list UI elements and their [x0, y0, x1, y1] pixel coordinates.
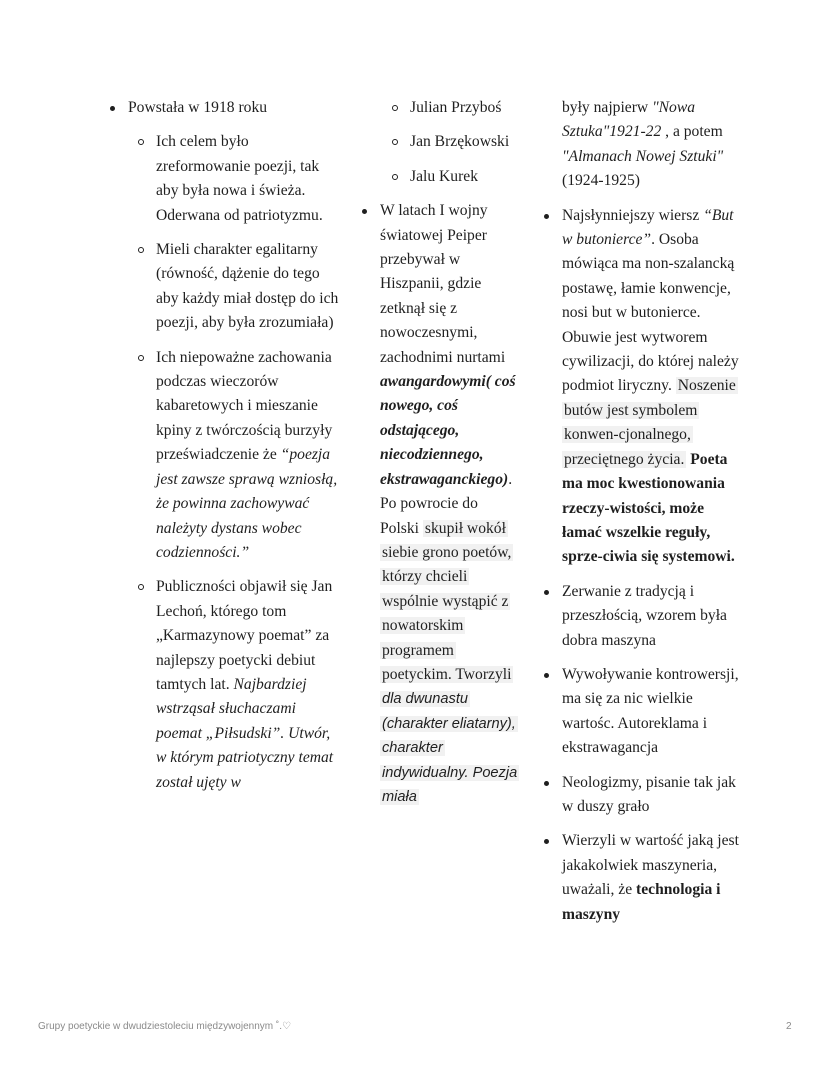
bullet-text: Zerwanie z tradycją i przeszłością, wzorem była dobra maszyna	[562, 582, 727, 649]
column-right	[542, 96, 742, 937]
sub-list-item	[136, 238, 340, 336]
page-number: 2	[786, 1021, 792, 1032]
sub-item-text: Ich celem było zreformowanie poezji, tak aby była nowa i świeża. Oderwana od patriotyzmu.	[156, 133, 323, 224]
column-middle	[360, 96, 520, 819]
sub-list-item	[390, 130, 520, 154]
sub-list-item	[390, 165, 520, 189]
bullet-text: Wywoływanie kontrowersji, ma się za nic wielkie wartośc. Autoreklama i ekstrawagancja	[562, 665, 739, 757]
list-item	[542, 204, 742, 570]
bullet-text: . Po powrocie do Polski	[380, 470, 513, 537]
italic-title: "Nowa Sztuka"1921-22	[562, 99, 696, 141]
bullet-text: Powstała w 1918 roku	[128, 99, 268, 116]
sub-list-item	[136, 575, 340, 795]
italic-text: Najbardziej wstrząsał słuchaczami poemat „Piłsudski”. Utwór, w którym patriotyczny temat został ujęty w	[156, 675, 334, 791]
poet-name: Jan Brzękowski	[410, 133, 510, 151]
poet-name: Julian Przyboś	[410, 99, 502, 116]
bullet-text: Najsłynniejszy wiersz	[562, 206, 704, 224]
sub-list-item	[136, 346, 340, 566]
list-item	[360, 199, 520, 809]
bullet-list	[542, 204, 742, 927]
bullet-list	[360, 199, 520, 809]
list-item	[542, 580, 742, 653]
column-left	[108, 96, 340, 805]
bullet-text: . Osoba mówiąca ma non-szalancką postawę, łamie konwencje, nosi but w butonierce. Obuwie jest wytworem cywilizacji, do której należy podmiot liryczny.	[562, 231, 739, 395]
bullet-text: W latach I wojny światowej Peiper przebywał w Hiszpanii, gdzie zetknął się z nowoczesnymi, zachodnimi nurtami	[380, 202, 506, 366]
list-item	[542, 829, 742, 927]
bullet-text: Wierzyli w wartość jaką jest jakakolwiek maszyneria, uważali, że	[562, 832, 739, 899]
sub-item-text: Publiczności objawił się Jan Lechoń, którego tom „Karmazynowy poemat” za najlepszy poetycki debiut tamtych lat.	[156, 578, 333, 693]
sub-list-item	[390, 96, 520, 120]
italic-quote: “poezja jest zawsze sprawą wzniosłą, że powinna zachowywać należyty dystans wobec codzienności.”	[156, 446, 338, 561]
sub-item-text: Mieli charakter egalitarny (równość, dążenie do tego aby każdy miał dostęp do ich poezji, aby była zrozumiała)	[156, 241, 339, 332]
poet-name: Jalu Kurek	[410, 167, 478, 185]
bold-text: technologia i maszyny	[562, 881, 721, 923]
sub-list	[390, 96, 520, 189]
bold-text: Poeta ma moc kwestionowania rzeczy-wistości, może łamać wszelkie reguły, sprze-ciwia się systemowi.	[562, 450, 735, 566]
paragraph-text: , a potem	[665, 123, 723, 141]
sub-list-item	[136, 130, 340, 228]
paragraph-text: (1924-1925)	[562, 172, 640, 190]
sub-item-text: Ich niepoważne zachowania podczas wieczorów kabaretowych i mieszanie kpiny z twórczością burzyły przeświadczenie że	[156, 348, 333, 464]
sub-list	[136, 130, 340, 795]
bullet-text: Neologizmy, pisanie tak jak w duszy grało	[562, 773, 736, 815]
list-item	[542, 663, 742, 761]
paragraph-text: były najpierw	[562, 99, 653, 116]
highlighted-text: skupił wokół siebie grono poetów, którzy chcieli wspólnie wystąpić z nowatorskim programem poetyckim. Tworzyli	[382, 519, 512, 683]
highlighted-text: Noszenie butów jest symbolem konwen-cjonalnego, przeciętnego życia.	[564, 377, 736, 468]
italic-title: "Almanach Nowej Sztuki"	[562, 147, 724, 165]
highlighted-italic-text: dla dwunastu (charakter eliatarny), charakter indywidualny. Poezja miała	[382, 691, 518, 805]
bold-italic-text: awangardowymi( coś nowego, coś odstającego, niecodziennego, ekstrawaganckiego)	[380, 373, 516, 488]
list-item	[542, 771, 742, 820]
footer-title: Grupy poetyckie w dwudziestoleciu międzywojennym ˚.♡	[38, 1021, 291, 1032]
italic-title: “But w butonierce”	[562, 206, 734, 249]
continued-paragraph	[542, 96, 742, 194]
list-item	[108, 96, 340, 795]
bullet-list	[108, 96, 340, 795]
